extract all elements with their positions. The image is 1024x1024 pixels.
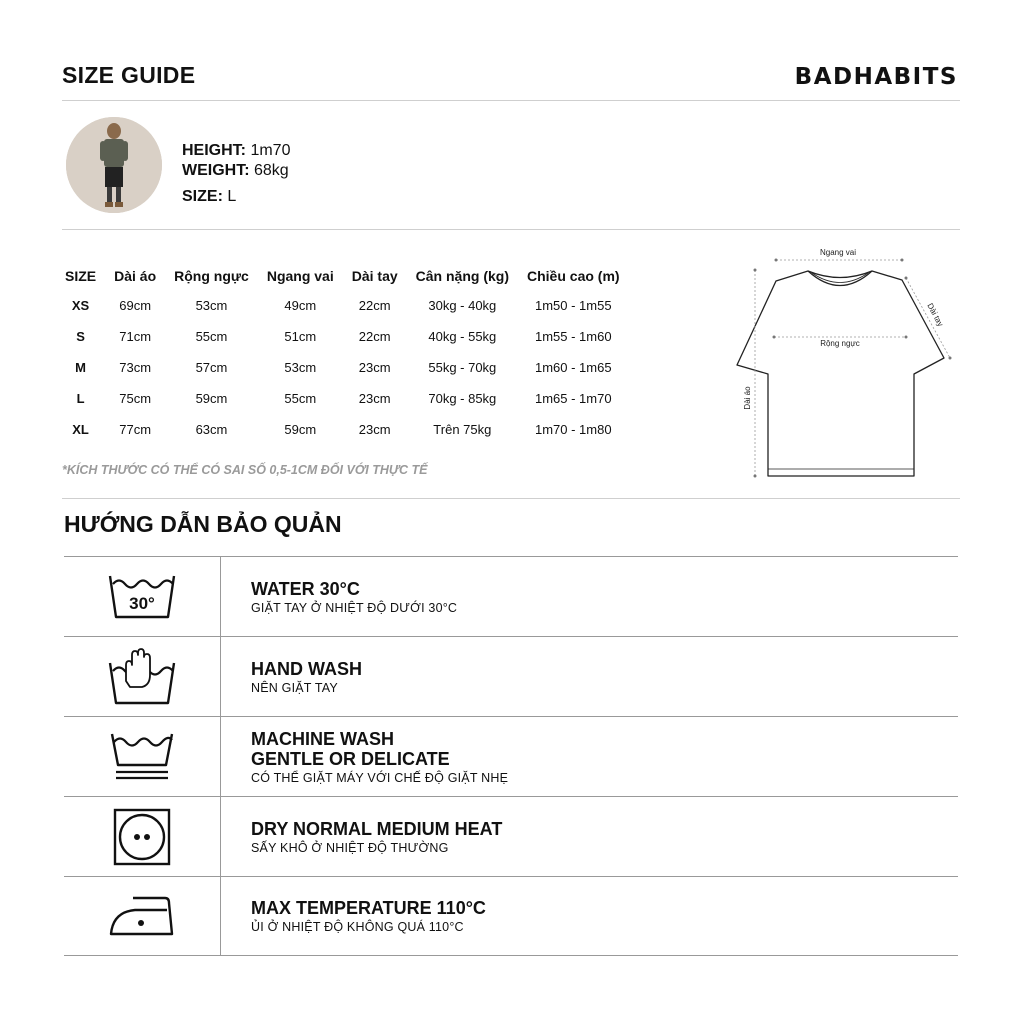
- column-header: Ngang vai: [266, 268, 334, 284]
- care-item-subtitle: GIẶT TAY Ở NHIỆT ĐỘ DƯỚI 30°C: [251, 600, 458, 615]
- tshirt-measurement-diagram: [728, 240, 960, 490]
- divider: [62, 498, 960, 499]
- tumble-dry-medium-icon: [113, 808, 171, 866]
- table-cell: 49cm: [284, 298, 317, 313]
- page-title: SIZE GUIDE: [62, 62, 196, 88]
- table-row: [56, 383, 629, 414]
- size-table-header: [56, 262, 629, 290]
- table-cell: 59cm: [195, 391, 228, 406]
- column-header: Cân nặng (kg): [415, 268, 509, 284]
- table-cell: 73cm: [119, 360, 152, 375]
- table-cell: 22cm: [358, 329, 391, 344]
- care-item-title: WATER 30°C: [251, 578, 360, 599]
- table-cell: 40kg - 55kg: [428, 329, 497, 344]
- column-header: Chiều cao (m): [527, 268, 620, 284]
- care-item-title: DRY NORMAL MEDIUM HEAT: [251, 818, 503, 839]
- care-item: [64, 556, 958, 636]
- model-avatar: [66, 117, 162, 213]
- table-cell: 55cm: [284, 391, 317, 406]
- table-cell: 1m70 - 1m80: [534, 422, 612, 437]
- care-item-subtitle: CÓ THỂ GIẶT MÁY VỚI CHẾ ĐỘ GIẶT NHẸ: [251, 770, 509, 785]
- care-item: [64, 796, 958, 876]
- table-cell: 53cm: [284, 360, 317, 375]
- table-cell: XL: [72, 422, 89, 437]
- model-info: [182, 141, 290, 207]
- table-row: [56, 352, 629, 383]
- care-item-title-line2: GENTLE OR DELICATE: [251, 748, 450, 769]
- size-note: *KÍCH THƯỚC CÓ THỂ CÓ SAI SỐ 0,5-1CM ĐỐI VỚI THỰC TẾ: [62, 463, 428, 477]
- table-cell: L: [76, 391, 85, 406]
- size-table: [56, 262, 629, 445]
- table-cell: 55cm: [195, 329, 228, 344]
- table-cell: 71cm: [119, 329, 152, 344]
- column-header: Dài áo: [114, 268, 157, 284]
- table-cell: 70kg - 85kg: [428, 391, 497, 406]
- hand-wash-icon: [108, 647, 176, 707]
- care-item-title: MAX TEMPERATURE 110°C: [251, 898, 486, 918]
- column-header: Rộng ngực: [174, 268, 249, 284]
- care-item-title: HAND WASH: [251, 658, 362, 679]
- table-cell: 22cm: [358, 298, 391, 313]
- table-cell: 51cm: [284, 329, 317, 344]
- column-header: Dài tay: [351, 268, 398, 284]
- table-cell: 77cm: [119, 422, 152, 437]
- divider: [62, 229, 960, 230]
- model-weight: WEIGHT: 68kg: [182, 162, 289, 179]
- table-cell: 1m50 - 1m55: [534, 298, 612, 313]
- care-item: [64, 716, 958, 796]
- table-cell: 75cm: [119, 391, 152, 406]
- tshirt-outline: [737, 271, 944, 476]
- table-cell: 1m55 - 1m60: [534, 329, 612, 344]
- care-item: [64, 876, 958, 956]
- table-cell: 55kg - 70kg: [428, 360, 497, 375]
- chest-label: Rộng ngực: [820, 339, 860, 348]
- table-row: [56, 414, 629, 445]
- sleeve-label: Dài tay: [925, 301, 946, 328]
- table-cell: 1m60 - 1m65: [534, 360, 612, 375]
- table-row: [56, 290, 629, 321]
- table-cell: 23cm: [358, 422, 391, 437]
- care-item: [64, 636, 958, 716]
- svg-text:30°: 30°: [129, 593, 155, 613]
- table-cell: XS: [71, 298, 90, 313]
- table-cell: 57cm: [195, 360, 228, 375]
- shoulder-label: Ngang vai: [819, 248, 857, 257]
- brand-logo: BADHABITS: [794, 64, 958, 90]
- table-cell: 63cm: [195, 422, 228, 437]
- care-item-subtitle: ỦI Ở NHIỆT ĐỘ KHÔNG QUÁ 110°C: [251, 920, 464, 934]
- table-cell: 1m65 - 1m70: [534, 391, 612, 406]
- model-height: HEIGHT: 1m70: [182, 142, 291, 159]
- divider: [62, 100, 960, 101]
- model-size: SIZE: L: [182, 188, 237, 205]
- length-label: Dài áo: [743, 386, 752, 410]
- table-cell: 53cm: [195, 298, 228, 313]
- care-item-subtitle: SẤY KHÔ Ở NHIỆT ĐỘ THƯỜNG: [251, 840, 449, 855]
- iron-low-heat-icon: [109, 894, 175, 938]
- table-cell: M: [75, 360, 86, 375]
- care-item-subtitle: NÊN GIẶT TAY: [251, 680, 338, 695]
- care-title: HƯỚNG DẪN BẢO QUẢN: [64, 511, 342, 537]
- table-row: [56, 321, 629, 352]
- table-cell: S: [76, 329, 85, 344]
- table-cell: Trên 75kg: [433, 422, 492, 437]
- column-header: SIZE: [65, 268, 97, 284]
- table-cell: 59cm: [284, 422, 317, 437]
- table-cell: 23cm: [358, 360, 391, 375]
- machine-wash-gentle-icon: [110, 731, 174, 783]
- wash-30-icon: [108, 573, 176, 621]
- care-item-title: MACHINE WASH: [251, 728, 394, 749]
- table-cell: 69cm: [119, 298, 152, 313]
- table-cell: 23cm: [358, 391, 391, 406]
- table-cell: 30kg - 40kg: [428, 298, 497, 313]
- care-instructions: [64, 556, 958, 956]
